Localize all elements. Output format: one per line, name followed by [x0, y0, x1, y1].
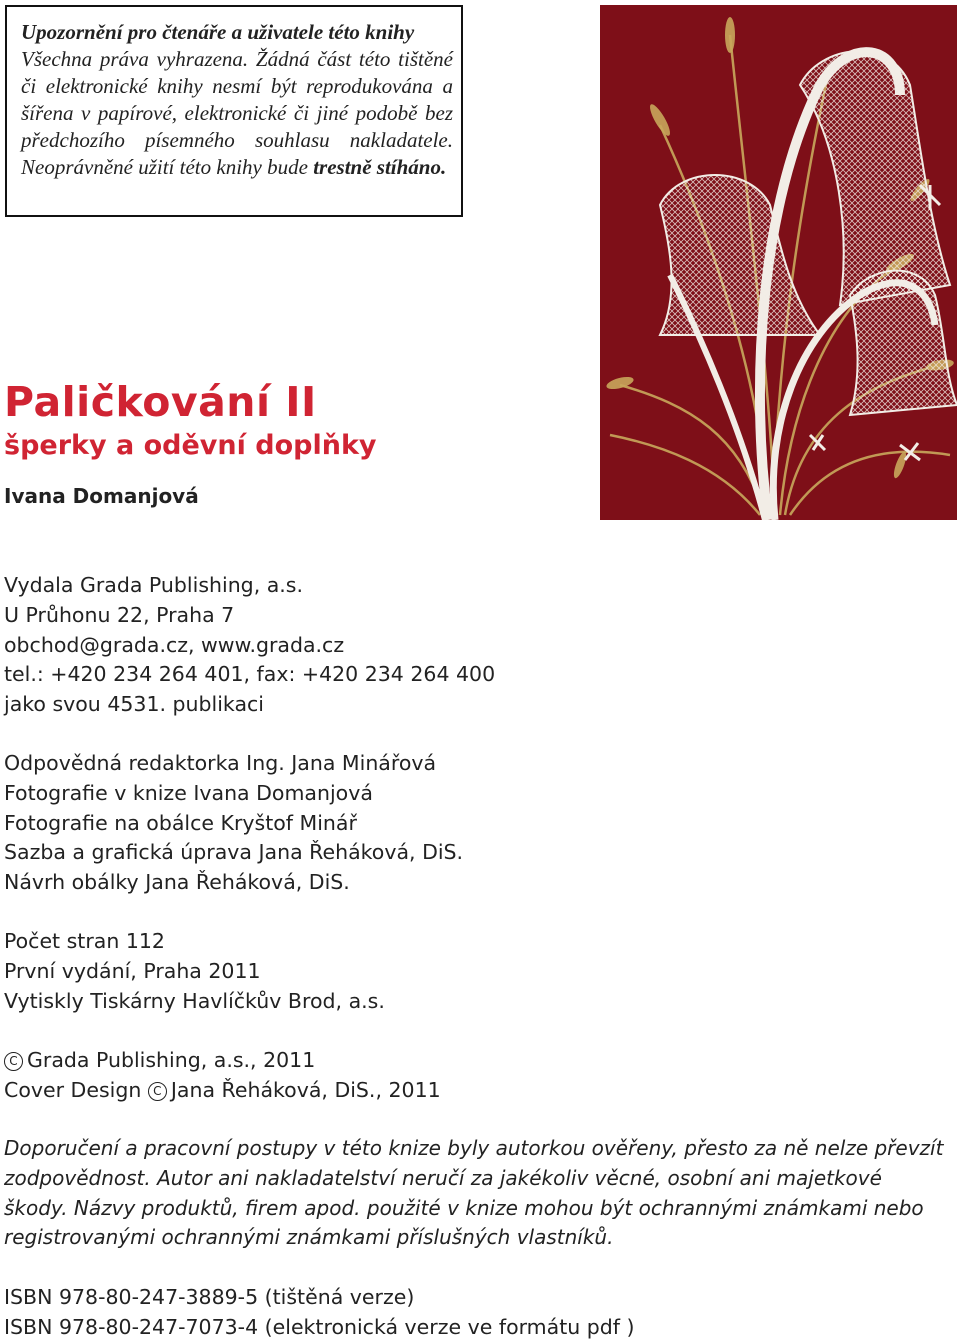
isbn-print: ISBN 978-80-247-3889-5 (tištěná verze): [4, 1285, 415, 1309]
copyright-info: [4, 1046, 441, 1106]
notice-body: [21, 46, 453, 181]
isbn-info: [4, 1283, 635, 1343]
printing-info: [4, 927, 385, 1016]
notice-heading: Upozornění pro čtenáře a uživatele této knihy: [21, 20, 415, 44]
cover-design-label: Cover Design: [4, 1077, 142, 1102]
credit-photos-inside: Fotografie v knize Ivana Domanjová: [4, 780, 373, 805]
copyright-line-2: [4, 1076, 441, 1106]
edition: První vydání, Praha 2011: [4, 958, 261, 983]
credit-cover-design: Návrh obálky Jana Řeháková, DiS.: [4, 870, 350, 895]
cover-design-holder: Jana Řeháková, DiS., 2011: [170, 1077, 441, 1102]
publisher-address: U Průhonu 22, Praha 7: [4, 602, 235, 627]
book-subtitle: šperky a oděvní doplňky: [4, 430, 377, 461]
disclaimer: Doporučení a pracovní postupy v této knize byly autorkou ověřeny, přesto za ně nelze převzít zodpovědnost. Autor ani nakladatelství neručí za jakékoliv věcné, osobní ani majetkové škody. Názvy produktů, firem apod. použité v knize mohou být ochrannými známkami nebo registrovanými ochrannými známkami příslušných vlastníků.: [4, 1136, 944, 1250]
credit-photos-cover: Fotografie na obálce Kryštof Minář: [4, 810, 357, 835]
isbn-electronic: ISBN 978-80-247-7073-4 (elektronická verze ve formátu pdf ): [4, 1314, 635, 1339]
page-count: Počet stran 112: [4, 929, 165, 953]
publisher-contact: obchod@grada.cz, www.grada.cz: [4, 632, 345, 657]
credit-editor: Odpovědná redaktorka Ing. Jana Minářová: [4, 751, 437, 775]
publisher-info: [4, 571, 495, 720]
copyright-line-1: [4, 1046, 441, 1076]
publisher-phone: tel.: +420 234 264 401, fax: +420 234 264 400: [4, 662, 496, 687]
notice-body-text: Všechna práva vyhrazena. Žádná část této tištěné či elektronické knihy nesmí být reprodukována a šířena v papírové, elektronické či jiné podobě bez předchozího písemného souhlasu nakladatele. Neoprávněné užití této knihy bude: [21, 47, 453, 179]
notice-body-bold: trestně stíháno.: [313, 155, 447, 179]
book-author: Ivana Domanjová: [4, 484, 199, 508]
copyright-icon: C: [148, 1082, 167, 1101]
printer: Vytiskly Tiskárny Havlíčkův Brod, a.s.: [4, 988, 385, 1013]
lace-illustration: [600, 5, 957, 520]
credits-info: [4, 749, 463, 898]
copyright-notice-box: [5, 5, 463, 217]
publisher-line: Vydala Grada Publishing, a.s.: [4, 573, 304, 597]
cover-image-bobbin-lace: [600, 5, 957, 520]
copyright-holder: Grada Publishing, a.s., 2011: [27, 1048, 316, 1072]
publication-number: jako svou 4531. publikaci: [4, 692, 264, 717]
book-title: Paličkování II: [4, 378, 317, 426]
credit-typesetting: Sazba a grafická úprava Jana Řeháková, DiS.: [4, 840, 464, 865]
copyright-icon: C: [4, 1052, 23, 1071]
